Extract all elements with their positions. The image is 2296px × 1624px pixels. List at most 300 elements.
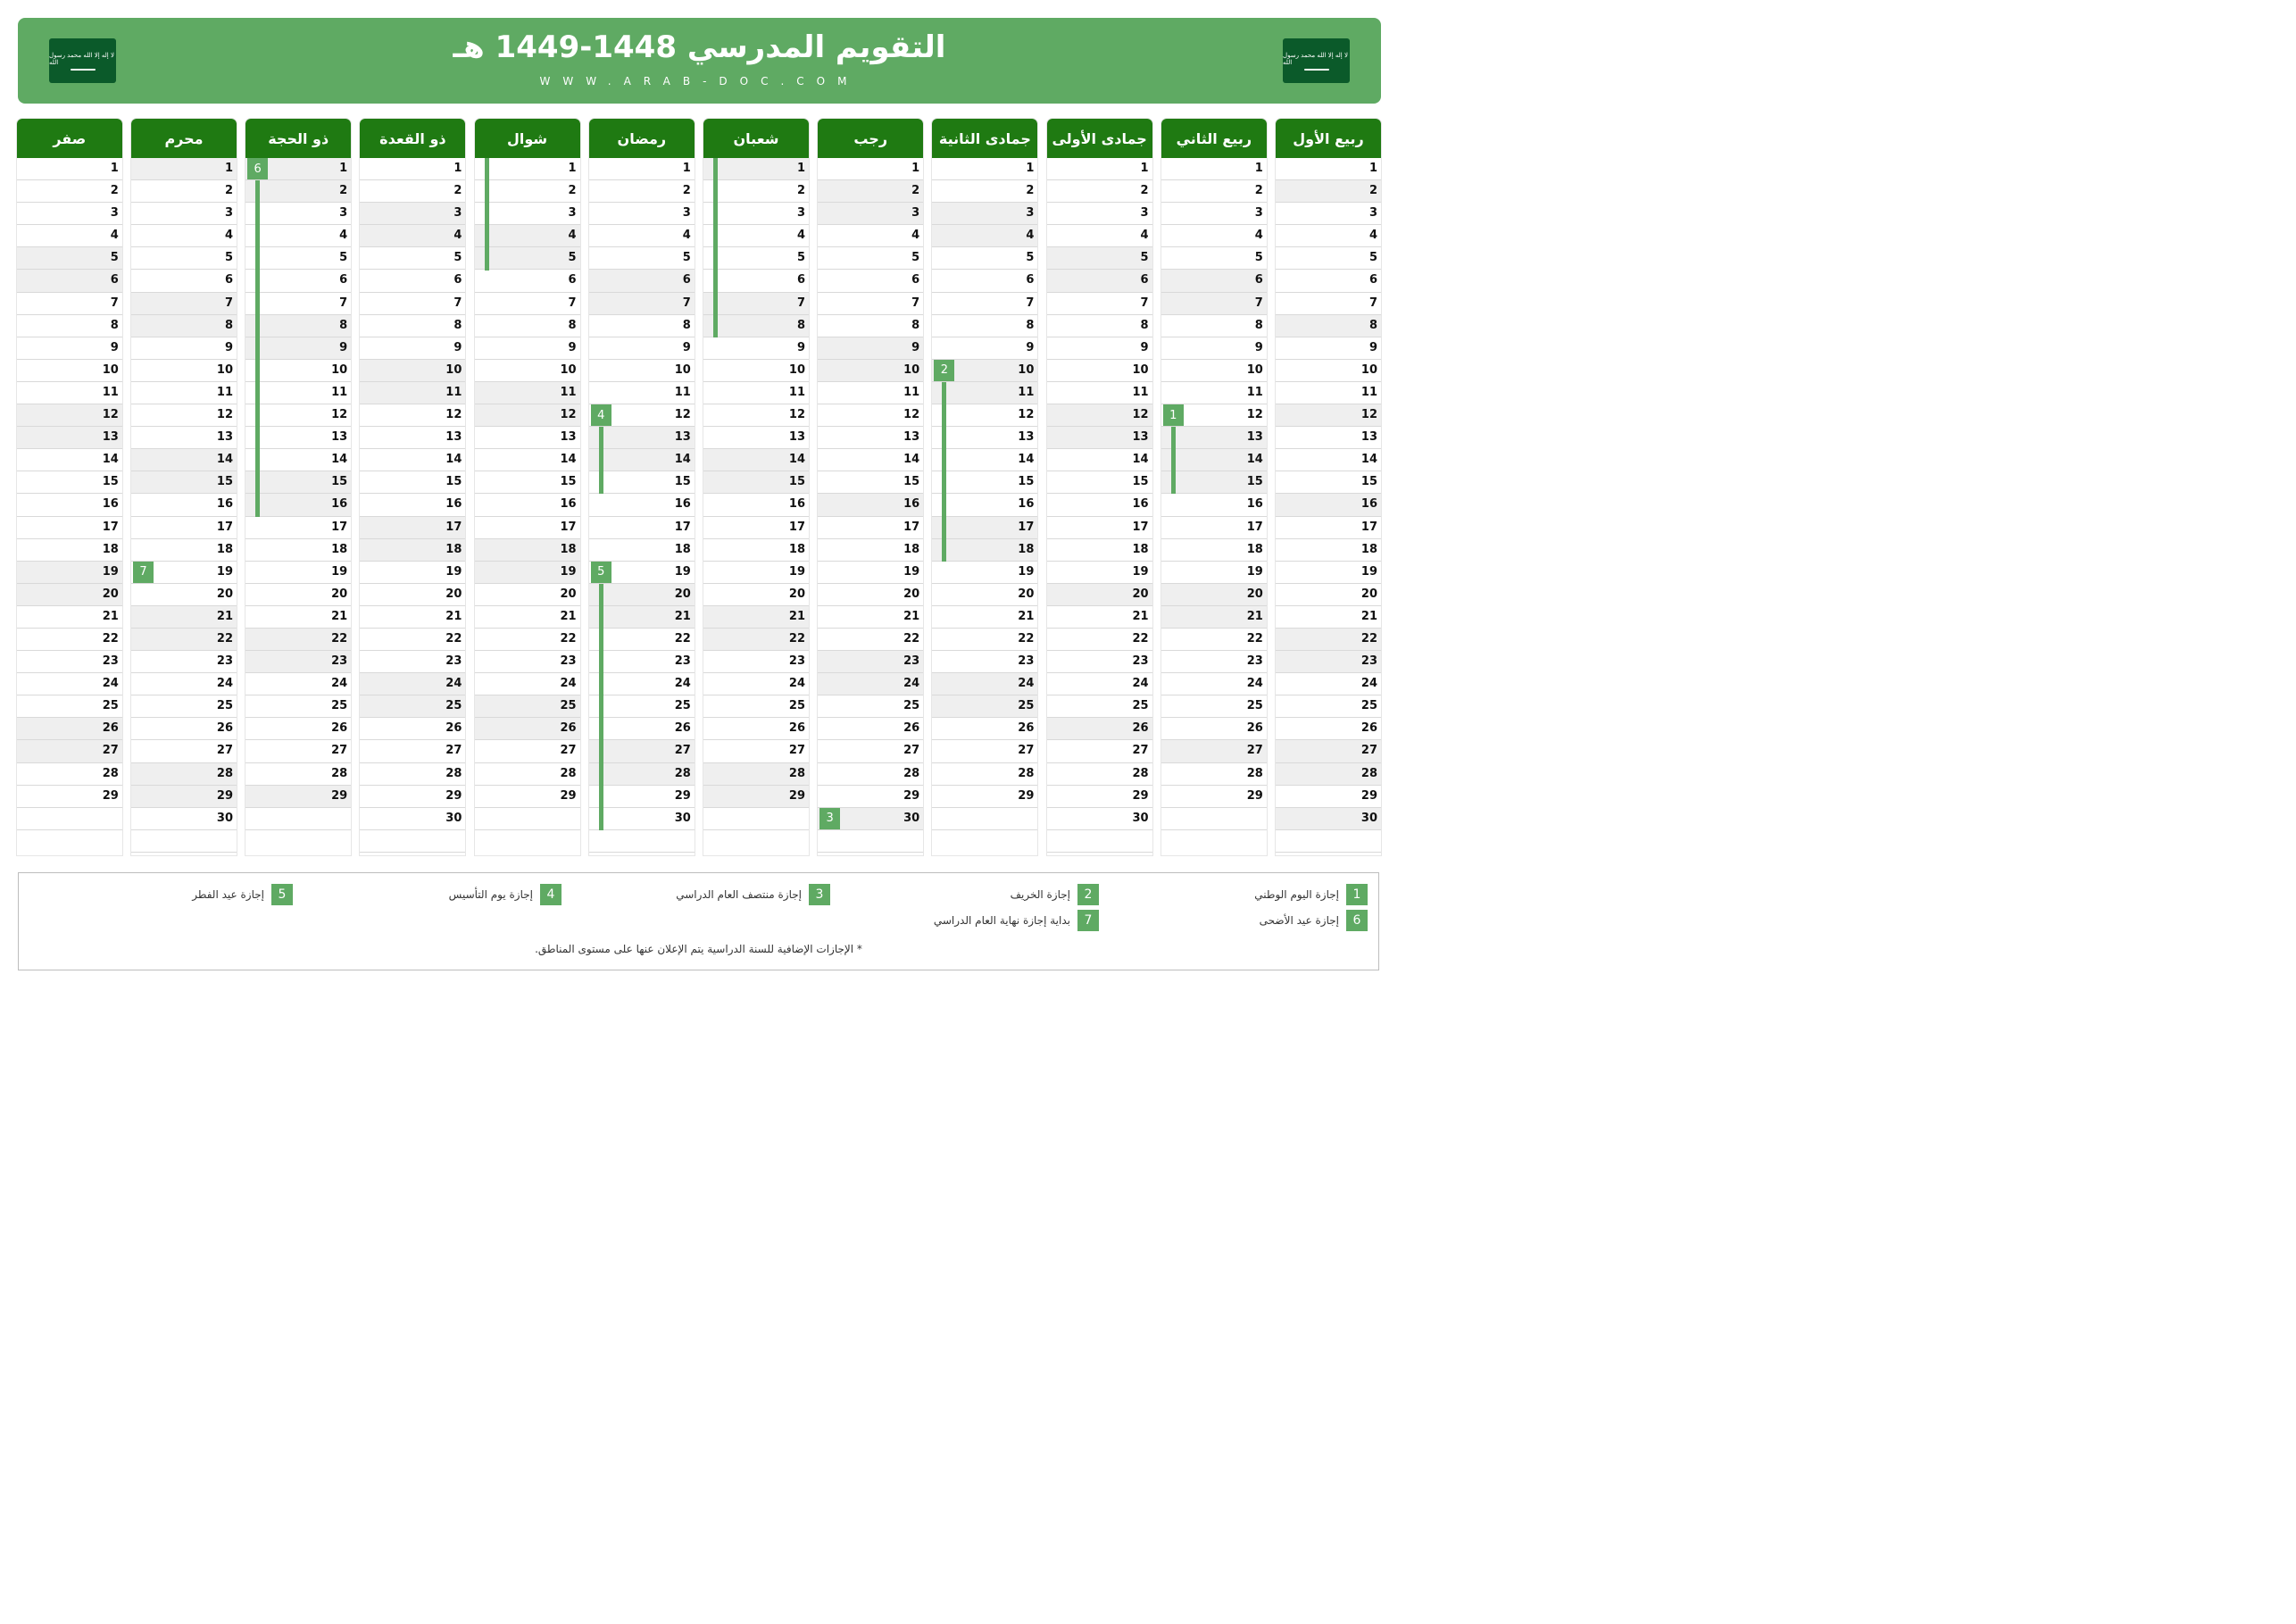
day-list (703, 158, 809, 853)
holiday-marker: 7 (133, 562, 154, 583)
day-number: 11 (1360, 385, 1377, 399)
day-row (818, 203, 923, 225)
day-number: 9 (1254, 340, 1263, 354)
day-number: 6 (453, 273, 462, 287)
day-row (1276, 718, 1381, 740)
day-row (1276, 808, 1381, 830)
day-row (703, 337, 809, 360)
day-number: 16 (674, 497, 691, 512)
day-number: 25 (560, 699, 577, 713)
day-row (1161, 270, 1267, 292)
day-number: 22 (788, 631, 805, 645)
day-row (131, 293, 237, 315)
day-number: 30 (1360, 811, 1377, 825)
day-number: 25 (102, 699, 119, 713)
day-number: 18 (102, 542, 119, 556)
day-row (932, 740, 1037, 762)
day-number: 3 (453, 206, 462, 221)
day-row (589, 584, 695, 606)
day-number: 14 (331, 453, 348, 467)
day-row (1047, 247, 1152, 270)
day-row (475, 517, 580, 539)
day-row (932, 830, 1037, 853)
day-row (360, 180, 465, 203)
day-number: 25 (216, 699, 233, 713)
day-number: 26 (445, 721, 462, 736)
day-row (1047, 293, 1152, 315)
day-number: 8 (1026, 318, 1035, 332)
day-row (932, 270, 1037, 292)
day-number: 10 (1360, 362, 1377, 377)
legend-text: إجازة اليوم الوطني (1254, 888, 1339, 901)
day-number: 29 (1360, 788, 1377, 803)
day-row (475, 315, 580, 337)
day-row (17, 404, 122, 427)
day-row (1161, 449, 1267, 471)
day-number: 13 (560, 430, 577, 445)
legend-text: إجازة يوم التأسيس (448, 888, 533, 901)
day-number: 16 (1018, 497, 1035, 512)
day-row (131, 606, 237, 629)
day-number: 10 (788, 362, 805, 377)
month-name: ذو القعدة (360, 119, 465, 158)
day-row (475, 562, 580, 584)
day-number: 1 (682, 162, 691, 175)
day-number: 20 (1132, 587, 1149, 601)
day-number: 8 (339, 318, 348, 332)
day-number: 10 (445, 362, 462, 377)
day-row (17, 830, 122, 853)
day-number: 12 (674, 408, 691, 422)
day-number: 16 (903, 497, 920, 512)
day-row (589, 539, 695, 562)
day-row (245, 517, 351, 539)
day-number: 11 (445, 385, 462, 399)
day-number: 3 (1254, 206, 1263, 221)
month-name: ذو الحجة (245, 119, 351, 158)
day-row (1161, 808, 1267, 830)
day-number: 30 (216, 811, 233, 825)
day-number: 23 (903, 654, 920, 669)
day-number: 25 (788, 699, 805, 713)
day-number: 15 (1360, 475, 1377, 489)
day-row (17, 517, 122, 539)
day-row (703, 315, 809, 337)
day-number: 30 (903, 811, 920, 825)
day-row (131, 629, 237, 651)
legend-text: بداية إجازة نهاية العام الدراسي (933, 914, 1070, 927)
day-number: 8 (911, 318, 920, 332)
day-number: 19 (1018, 564, 1035, 579)
day-number: 3 (1026, 206, 1035, 221)
day-row (932, 673, 1037, 695)
day-number: 20 (788, 587, 805, 601)
day-number: 30 (674, 811, 691, 825)
day-number: 22 (216, 631, 233, 645)
legend-item (934, 910, 1099, 931)
day-row (818, 786, 923, 808)
day-number: 20 (674, 587, 691, 601)
day-row (245, 606, 351, 629)
day-row (131, 673, 237, 695)
day-row (932, 471, 1037, 494)
day-row (818, 180, 923, 203)
day-row (932, 203, 1037, 225)
day-row (589, 651, 695, 673)
day-row (703, 449, 809, 471)
day-number: 7 (110, 296, 119, 310)
day-row (818, 270, 923, 292)
day-row (589, 471, 695, 494)
day-row (245, 651, 351, 673)
day-number: 3 (911, 206, 920, 221)
day-number: 12 (1246, 408, 1263, 422)
day-number: 22 (1132, 631, 1149, 645)
saudi-flag-icon (1283, 38, 1350, 83)
legend-number: 5 (271, 884, 293, 905)
day-row (703, 606, 809, 629)
day-row (1047, 740, 1152, 762)
day-row (1047, 606, 1152, 629)
day-row (703, 427, 809, 449)
day-number: 17 (903, 520, 920, 534)
day-number: 9 (682, 340, 691, 354)
day-number: 13 (445, 430, 462, 445)
day-number: 18 (788, 542, 805, 556)
day-number: 16 (1132, 497, 1149, 512)
day-number: 27 (102, 744, 119, 758)
day-row (360, 651, 465, 673)
day-row (1161, 830, 1267, 853)
day-row (131, 225, 237, 247)
day-row (245, 225, 351, 247)
day-row (589, 763, 695, 786)
day-number: 9 (1026, 340, 1035, 354)
legend-item (449, 884, 562, 905)
day-list (1161, 158, 1267, 853)
month-name: ربيع الثاني (1161, 119, 1267, 158)
day-number: 1 (224, 162, 233, 175)
day-number: 21 (1246, 609, 1263, 623)
day-number: 15 (788, 475, 805, 489)
legend-text: إجازة عيد الأضحى (1259, 914, 1339, 927)
day-row (818, 651, 923, 673)
day-number: 24 (903, 677, 920, 691)
day-row (475, 247, 580, 270)
day-number: 13 (1360, 430, 1377, 445)
day-row (818, 673, 923, 695)
day-number: 25 (903, 699, 920, 713)
day-row (932, 695, 1037, 718)
day-number: 26 (788, 721, 805, 736)
day-number: 11 (1018, 385, 1035, 399)
day-row (245, 404, 351, 427)
day-row (589, 203, 695, 225)
day-number: 16 (331, 497, 348, 512)
day-number: 23 (674, 654, 691, 669)
day-row (818, 763, 923, 786)
day-row (589, 360, 695, 382)
day-row (1047, 808, 1152, 830)
day-row (475, 360, 580, 382)
day-row (703, 247, 809, 270)
day-number: 29 (788, 788, 805, 803)
day-row (17, 382, 122, 404)
day-number: 24 (102, 677, 119, 691)
day-number: 30 (1132, 811, 1149, 825)
calendar-header (18, 18, 1381, 104)
day-row (932, 808, 1037, 830)
day-number: 10 (331, 362, 348, 377)
day-number: 15 (560, 475, 577, 489)
legend-text: إجازة عيد الفطر (192, 888, 264, 901)
day-number: 2 (1140, 184, 1149, 198)
day-row (1276, 180, 1381, 203)
day-number: 1 (1140, 162, 1149, 175)
day-row (1276, 830, 1381, 853)
day-number: 28 (331, 766, 348, 780)
day-number: 29 (102, 788, 119, 803)
day-number: 8 (1254, 318, 1263, 332)
flag-shahada: لا إله إلا الله محمد رسول الله (49, 51, 114, 66)
day-row (1047, 315, 1152, 337)
day-row (1276, 584, 1381, 606)
day-number: 18 (1018, 542, 1035, 556)
day-row (932, 786, 1037, 808)
day-number: 20 (1018, 587, 1035, 601)
day-number: 28 (788, 766, 805, 780)
day-number: 13 (216, 430, 233, 445)
day-row (818, 539, 923, 562)
day-row (245, 293, 351, 315)
day-number: 10 (216, 362, 233, 377)
day-number: 29 (1018, 788, 1035, 803)
day-row (17, 562, 122, 584)
day-row (703, 404, 809, 427)
day-number: 5 (682, 251, 691, 265)
day-row (475, 337, 580, 360)
day-row (1047, 225, 1152, 247)
day-number: 18 (903, 542, 920, 556)
day-number: 3 (1140, 206, 1149, 221)
day-row (589, 808, 695, 830)
day-number: 10 (1246, 362, 1263, 377)
day-row (245, 360, 351, 382)
day-row (818, 695, 923, 718)
day-number: 9 (911, 340, 920, 354)
day-number: 6 (1140, 273, 1149, 287)
day-number: 19 (216, 564, 233, 579)
day-row (131, 158, 237, 180)
day-row (475, 673, 580, 695)
day-number: 23 (445, 654, 462, 669)
day-row (1161, 718, 1267, 740)
day-number: 18 (560, 542, 577, 556)
day-row (818, 740, 923, 762)
day-row (1276, 404, 1381, 427)
day-row (131, 247, 237, 270)
day-row (1276, 651, 1381, 673)
day-number: 29 (1246, 788, 1263, 803)
day-row (1276, 315, 1381, 337)
day-number: 5 (224, 251, 233, 265)
day-row (1276, 225, 1381, 247)
holiday-range-bar (485, 158, 489, 271)
day-number: 17 (674, 520, 691, 534)
day-number: 12 (216, 408, 233, 422)
day-row (17, 494, 122, 516)
day-number: 15 (331, 475, 348, 489)
day-row (131, 808, 237, 830)
day-number: 22 (1360, 631, 1377, 645)
day-row (245, 494, 351, 516)
day-number: 28 (674, 766, 691, 780)
day-number: 23 (1018, 654, 1035, 669)
day-row (131, 382, 237, 404)
day-number: 16 (216, 497, 233, 512)
day-row (17, 718, 122, 740)
day-number: 10 (560, 362, 577, 377)
day-number: 7 (339, 296, 348, 310)
day-number: 2 (1368, 184, 1377, 198)
day-number: 4 (1368, 229, 1377, 243)
day-row (703, 673, 809, 695)
day-number: 3 (1368, 206, 1377, 221)
day-number: 3 (682, 206, 691, 221)
holiday-marker: 3 (819, 808, 840, 829)
day-list (131, 158, 237, 853)
holiday-marker: 5 (591, 562, 611, 583)
month-column (475, 119, 580, 855)
day-row (245, 247, 351, 270)
day-number: 11 (331, 385, 348, 399)
day-number: 15 (1132, 475, 1149, 489)
day-row (17, 786, 122, 808)
day-number: 21 (445, 609, 462, 623)
day-number: 14 (1018, 453, 1035, 467)
day-number: 5 (911, 251, 920, 265)
day-number: 15 (445, 475, 462, 489)
day-number: 7 (568, 296, 577, 310)
day-row (1161, 673, 1267, 695)
day-number: 11 (560, 385, 577, 399)
day-row (360, 203, 465, 225)
day-number: 14 (1132, 453, 1149, 467)
day-number: 20 (903, 587, 920, 601)
month-column (818, 119, 923, 855)
day-number: 19 (674, 564, 691, 579)
day-row (17, 158, 122, 180)
day-number: 18 (216, 542, 233, 556)
day-row (818, 584, 923, 606)
day-number: 11 (1246, 385, 1263, 399)
day-number: 10 (674, 362, 691, 377)
day-row (131, 740, 237, 762)
day-row (1161, 382, 1267, 404)
day-row (818, 225, 923, 247)
day-number: 25 (1360, 699, 1377, 713)
day-row (703, 180, 809, 203)
day-number: 8 (1140, 318, 1149, 332)
day-row (1161, 315, 1267, 337)
day-number: 4 (1140, 229, 1149, 243)
day-row (245, 808, 351, 830)
day-row (131, 315, 237, 337)
day-row (589, 830, 695, 853)
day-row (589, 718, 695, 740)
day-row (818, 427, 923, 449)
day-list (245, 158, 351, 853)
day-row (475, 494, 580, 516)
day-number: 17 (331, 520, 348, 534)
day-list (360, 158, 465, 853)
day-number: 12 (788, 408, 805, 422)
day-row (475, 539, 580, 562)
day-number: 20 (560, 587, 577, 601)
day-number: 1 (339, 162, 348, 175)
day-number: 26 (1360, 721, 1377, 736)
day-number: 22 (1018, 631, 1035, 645)
day-number: 14 (445, 453, 462, 467)
day-row (131, 360, 237, 382)
day-number: 19 (1132, 564, 1149, 579)
day-row (1047, 629, 1152, 651)
day-row (589, 740, 695, 762)
day-row (17, 337, 122, 360)
day-number: 27 (445, 744, 462, 758)
day-number: 14 (102, 453, 119, 467)
day-row (932, 225, 1037, 247)
day-row (1276, 382, 1381, 404)
day-number: 22 (331, 631, 348, 645)
day-number: 22 (903, 631, 920, 645)
day-row (475, 158, 580, 180)
day-row (1047, 830, 1152, 853)
day-number: 28 (1360, 766, 1377, 780)
day-number: 1 (911, 162, 920, 175)
day-number: 19 (445, 564, 462, 579)
day-number: 19 (903, 564, 920, 579)
day-number: 26 (674, 721, 691, 736)
day-number: 22 (1246, 631, 1263, 645)
day-number: 25 (331, 699, 348, 713)
holiday-range-bar (599, 584, 603, 830)
day-row (818, 404, 923, 427)
day-number: 3 (568, 206, 577, 221)
day-row (1161, 517, 1267, 539)
day-row (589, 494, 695, 516)
day-number: 2 (339, 184, 348, 198)
day-number: 17 (788, 520, 805, 534)
day-row (245, 449, 351, 471)
day-row (932, 606, 1037, 629)
day-number: 26 (1132, 721, 1149, 736)
day-row (818, 830, 923, 853)
day-row (17, 225, 122, 247)
day-row (17, 539, 122, 562)
legend-text: إجازة الخريف (1010, 888, 1070, 901)
day-row (932, 517, 1037, 539)
day-number: 27 (1132, 744, 1149, 758)
day-number: 3 (110, 206, 119, 221)
day-number: 27 (331, 744, 348, 758)
day-number: 8 (1368, 318, 1377, 332)
day-row (17, 606, 122, 629)
day-number: 13 (788, 430, 805, 445)
day-list (1047, 158, 1152, 853)
legend-note: * الإجازات الإضافية للسنة الدراسية يتم الإعلان عنها على مستوى المناطق. (535, 943, 862, 955)
holiday-range-bar (255, 180, 260, 517)
